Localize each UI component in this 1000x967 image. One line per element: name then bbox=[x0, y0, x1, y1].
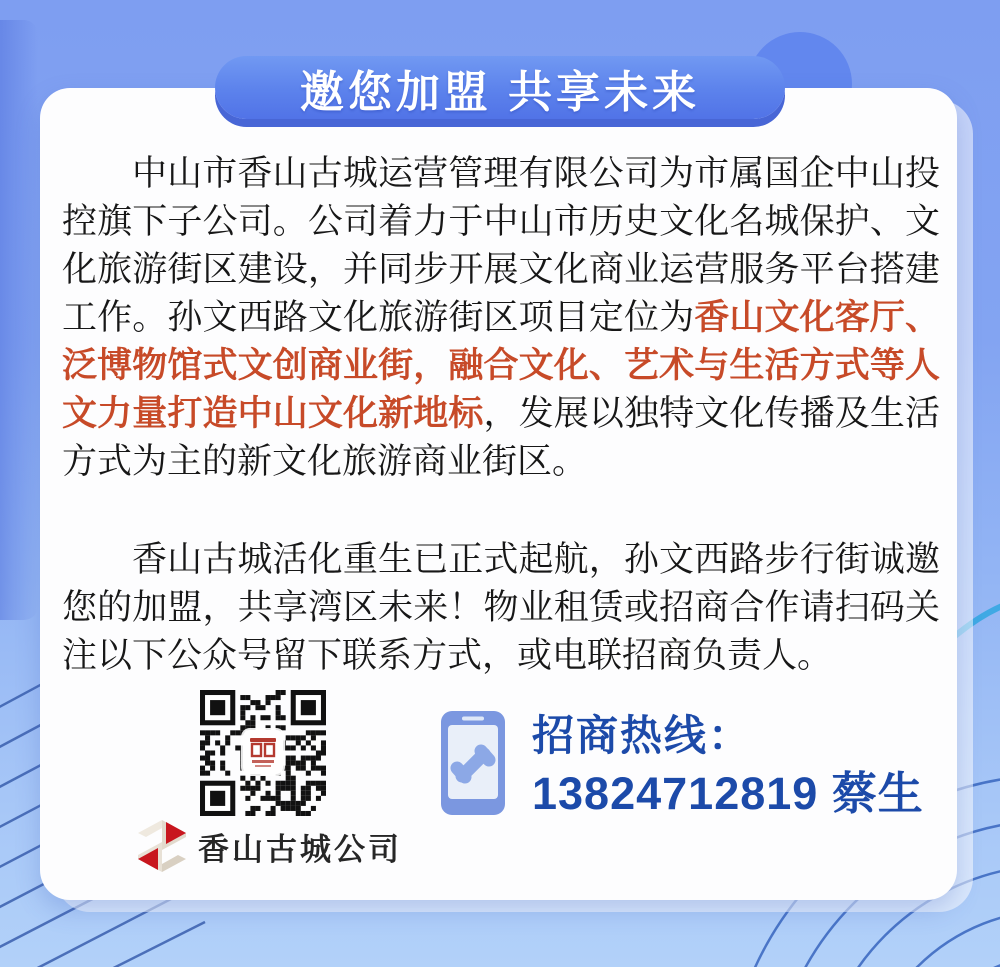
body-text-segment: 中山市香山古城运营管理有限公司为市属国企中山投控旗下子公司。公司着力于中山市历史文化名城保护、文化旅游街区建设，并同步开展文化商业运营服务平台搭建工作。孙文西路文化旅游街区项目定位为 bbox=[62, 154, 940, 337]
xiangshan-logo-mark-icon bbox=[136, 819, 188, 873]
hotline-label: 招商热线： bbox=[532, 712, 753, 759]
brand-logo bbox=[136, 818, 402, 874]
body-text-segment: 香山古城活化重生已正式起航，孙文西路步行街诚邀您的加盟，共享湾区未来！物业租赁或招商合作请扫码关注以下公众号留下联系方式，或电联招商负责人。 bbox=[62, 540, 940, 675]
qr-code bbox=[200, 690, 326, 816]
highlighted-text: 香山文化客厅、泛博物馆式文创商业街，融合文化、艺术与生活方式等人文力量打造中山文化新地标 bbox=[62, 298, 940, 433]
phone-icon bbox=[440, 710, 506, 816]
hotline-block bbox=[532, 708, 924, 824]
paragraph bbox=[62, 536, 940, 680]
hotline-number: 13824712819 蔡生 bbox=[532, 768, 924, 819]
body-text-segment: ，发展以独特文化传播及生活方式为主的新文化旅游商业街区。 bbox=[62, 394, 940, 481]
paragraph bbox=[62, 150, 940, 486]
body-text bbox=[62, 150, 940, 680]
qr-center-emblem bbox=[243, 730, 283, 774]
qr-emblem-glyph bbox=[248, 735, 278, 769]
banner-pill bbox=[215, 56, 785, 119]
brand-name: 香山古城公司 bbox=[198, 831, 402, 867]
banner-title: 邀您加盟 共享未来 bbox=[299, 67, 701, 117]
